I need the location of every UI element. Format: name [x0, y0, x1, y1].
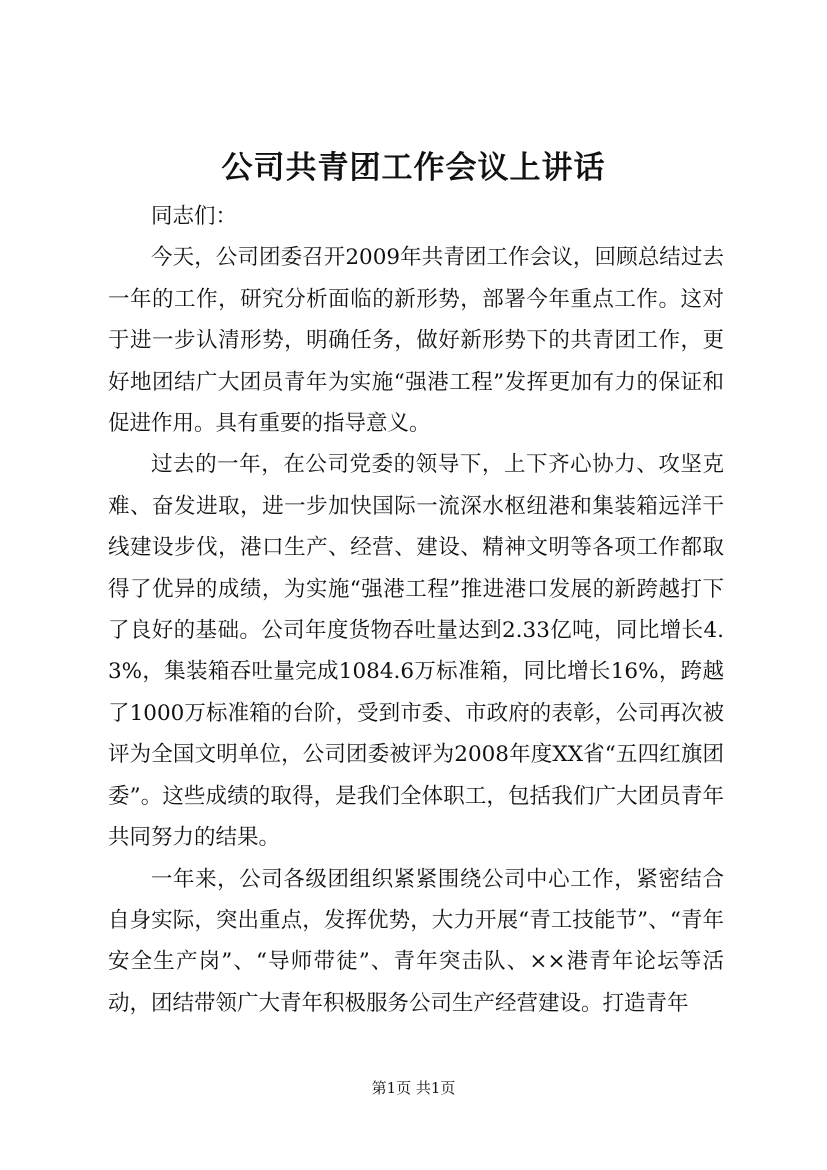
salutation: 同志们：: [151, 204, 238, 229]
paragraph-3: 一年来，公司各级团组织紧紧围绕公司中心工作，紧密结合自身实际，突出重点，发挥优势，大力开展“青工技能节”、“青年安全生产岗”、“导师带徒”、青年突击队、××港青年论坛等活动，团结带领广大青年积极服务公司生产经营建设。打造青年: [108, 866, 724, 1016]
paragraph-1: 今天，公司团委召开2009年共青团工作会议，回顾总结过去一年的工作，研究分析面临的新形势，部署今年重点工作。这对于进一步认清形势，明确任务，做好新形势下的共青团工作，更好地团结广大团员青年为实施“强港工程”发挥更加有力的保证和促进作用。具有重要的指导意义。: [108, 245, 724, 437]
page-number-label: 第1页 共1页: [371, 1079, 456, 1097]
paragraph-2: 过去的一年，在公司党委的领导下，上下齐心协力、攻坚克难、奋发进取，进一步加快国际一流深水枢纽港和集装箱远洋干线建设步伐，港口生产、经营、建设、精神文明等各项工作都取得了优异的成绩，为实施“强港工程”推进港口发展的新跨越打下了良好的基础。公司年度货物吞吐量达到2.33亿吨，同比增长4.3%，集装箱吞吐量完成1084.6万标准箱，同比增长16%，跨越了1000万标准箱的台阶，受到市委、市政府的表彰，公司再次被评为全国文明单位，公司团委被评为2008年度XX省“五四红旗团委”。这些成绩的取得，是我们全体职工，包括我们广大团员青年共同努力的结果。: [108, 452, 724, 851]
document-body: [108, 196, 724, 1024]
document-title: 公司共青团工作会议上讲话: [221, 150, 606, 186]
page-footer: [0, 1078, 827, 1098]
